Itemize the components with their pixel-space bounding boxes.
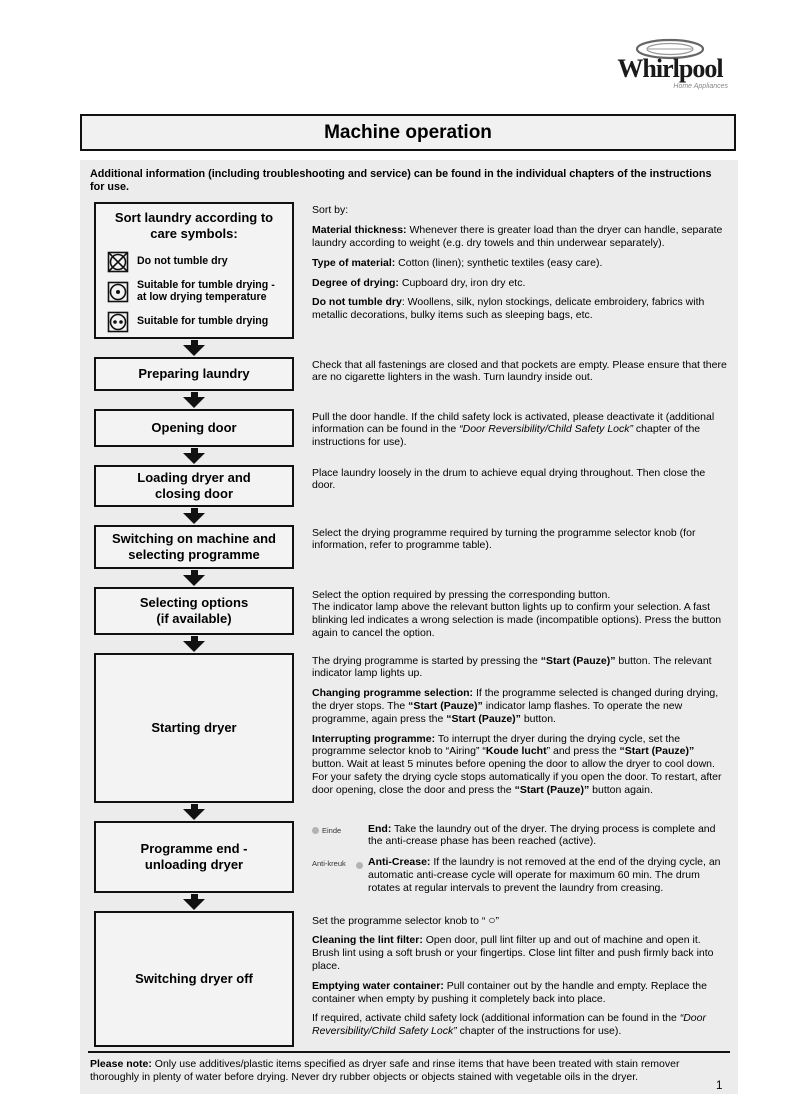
paragraph: Emptying water container: Pull container out by the handle and empty. Replace the container when empty by pushing it completely back into place. <box>312 979 707 1005</box>
flow-box-opening: Opening door <box>94 409 294 447</box>
flow-step-starting <box>88 653 730 821</box>
paragraph: Changing programme selection: If the programme selected is changed during drying, the dryer stops. The “Start (Pauze)” indicator lamp flashes. To operate the new programme, again press the “Start (Pauze)” button. <box>312 687 719 725</box>
paragraph: Set the programme selector knob to “ ○” <box>312 912 499 927</box>
end-indicator-row <box>312 823 728 849</box>
end-led-icon: Einde <box>312 823 368 849</box>
down-arrow-icon <box>183 569 205 587</box>
down-arrow-icon <box>183 507 205 525</box>
flow-box-switching-on: Switching on machine and selecting programme <box>94 525 294 569</box>
flow-step-options <box>88 587 730 653</box>
tumble-dry-icon <box>106 310 130 334</box>
care-symbol-label: Suitable for tumble drying - at low drying temperature <box>137 278 275 303</box>
paragraph: Select the drying programme required by turning the programme selector knob (for information, refer to programme table). <box>312 526 696 552</box>
paragraph: Do not tumble dry: Woollens, silk, nylon stockings, delicate embroidery, fabrics with metallic decorations, bulky items such as sleeping bags, etc. <box>312 296 705 322</box>
anti-crease-indicator-row <box>312 856 728 894</box>
down-arrow-icon <box>183 803 205 821</box>
step-text-switch-off <box>300 911 730 1047</box>
step-text-preparing <box>300 357 730 409</box>
flow-step-switching-on <box>88 525 730 587</box>
paragraph: Interrupting programme: To interrupt the dryer during the drying cycle, set the programme selector knob to “Airing” “Koude lucht” and press the “Start (Pauze)” button. Wait at least 5 minutes before opening the door to allow the dryer to cool down. For your safety the drying cycle stops automatically if you open the door. To restart, after door opening, close the door and press the “Start (Pauze)” button again. <box>312 732 722 796</box>
sort-by-label: Sort by: <box>312 204 349 217</box>
step-text-switching-on <box>300 525 730 587</box>
knob-off-icon: ○ <box>488 912 496 927</box>
step-text-opening <box>300 409 730 465</box>
tumble-dry-low-temp-icon <box>106 280 130 304</box>
paragraph: Anti-Crease: If the laundry is not removed at the end of the drying cycle, an automatic anti-crease cycle will operate for maximum 60 min. The drum rotates at regular intervals to prevent the laundry from creasing. <box>368 856 721 894</box>
paragraph: Pull the door handle. If the child safety lock is activated, please deactivate it (additional information can be found in the “Door Reversibility/Child Safety Lock” chapter of the instructions for use). <box>312 410 715 449</box>
whirlpool-logo <box>606 38 734 90</box>
paragraph: Degree of drying: Cupboard dry, iron dry etc. <box>312 276 526 289</box>
flow-step-preparing <box>88 357 730 409</box>
brand-tagline: Home Appliances <box>673 83 728 90</box>
care-symbol-row <box>106 250 284 274</box>
paragraph: End: Take the laundry out of the dryer. The drying process is complete and the anti-crease phase has been reached (active). <box>368 822 716 848</box>
paragraph: Type of material: Cotton (linen); synthetic textiles (easy care). <box>312 256 603 269</box>
brand-wordmark: Whirlpool <box>617 54 723 83</box>
step-text-programme-end <box>300 821 730 911</box>
flow-box-programme-end: Programme end - unloading dryer <box>94 821 294 893</box>
flow-step-opening <box>88 409 730 465</box>
down-arrow-icon <box>183 447 205 465</box>
content-area <box>80 160 738 1094</box>
paragraph: The indicator lamp above the relevant button lights up to confirm your selection. A fast blinking led indicates a wrong selection is made (incompatible options). Press the button again to cancel the option. <box>312 601 722 639</box>
care-symbol-row <box>106 310 284 334</box>
paragraph: Select the option required by pressing the corresponding button. <box>312 588 611 601</box>
care-symbol-label: Suitable for tumble drying <box>137 314 269 327</box>
step-text-loading <box>300 465 730 525</box>
paragraph: The drying programme is started by pressing the “Start (Pauze)” button. The relevant indicator lamp lights up. <box>312 654 712 680</box>
care-symbol-label: Do not tumble dry <box>137 254 228 267</box>
care-symbol-list <box>102 244 286 334</box>
flow-box-preparing: Preparing laundry <box>94 357 294 391</box>
care-symbol-row <box>106 280 284 304</box>
flow-step-loading <box>88 465 730 525</box>
flow-box-switch-off: Switching dryer off <box>94 911 294 1047</box>
step-text-options <box>300 587 730 653</box>
down-arrow-icon <box>183 635 205 653</box>
footer-note: Please note: Only use additives/plastic items specified as dryer safe and rinse items that have been treated with stain remover thoroughly in plenty of water before drying. Never dry rubber objects or objects stained with vegetable oils in the dryer. <box>88 1051 730 1090</box>
do-not-tumble-dry-icon <box>106 250 130 274</box>
down-arrow-icon <box>183 339 205 357</box>
paragraph: Cleaning the lint filter: Open door, pull lint filter up and out of machine and open it. Brush lint using a soft brush or your fingertips. Close lint filter and push firmly back into place. <box>312 934 714 972</box>
flow-box-sort: Sort laundry according to care symbols: Do not tumble dry Suitable for tumble drying - at low drying temperature Suitable for tumble drying <box>94 202 294 338</box>
flow-box-options: Selecting options (if available) <box>94 587 294 635</box>
page-number: 1 <box>716 1080 723 1092</box>
paragraph: If required, activate child safety lock (additional information can be found in the “Door Reversibility/Child Safety Lock” chapter of the instructions for use). <box>312 1012 706 1038</box>
anti-crease-led-icon: Anti-kreuk <box>312 856 368 894</box>
flow-box-starting: Starting dryer <box>94 653 294 803</box>
paragraph: Material thickness: Whenever there is greater load than the dryer can handle, separate laundry according to weight (e.g. dry towels and thin underwear separately). <box>312 224 723 249</box>
paragraph: Place laundry loosely in the drum to achieve equal drying throughout. Then close the door. <box>312 466 706 492</box>
flow-box-loading: Loading dryer and closing door <box>94 465 294 507</box>
paragraph: Check that all fastenings are closed and that pockets are empty. Please ensure that there are no cigarette lighters in the wash. Turn laundry inside out. <box>312 358 727 384</box>
intro-text: Additional information (including troubleshooting and service) can be found in the individual chapters of the instructions for use. <box>90 168 712 194</box>
down-arrow-icon <box>183 893 205 911</box>
step-text-sort <box>300 202 730 356</box>
page-title: Machine operation <box>80 114 736 151</box>
flow-step-programme-end <box>88 821 730 911</box>
flow-step-sort <box>88 202 730 356</box>
down-arrow-icon <box>183 391 205 409</box>
step-text-starting <box>300 653 730 821</box>
flow-step-switch-off <box>88 911 730 1047</box>
